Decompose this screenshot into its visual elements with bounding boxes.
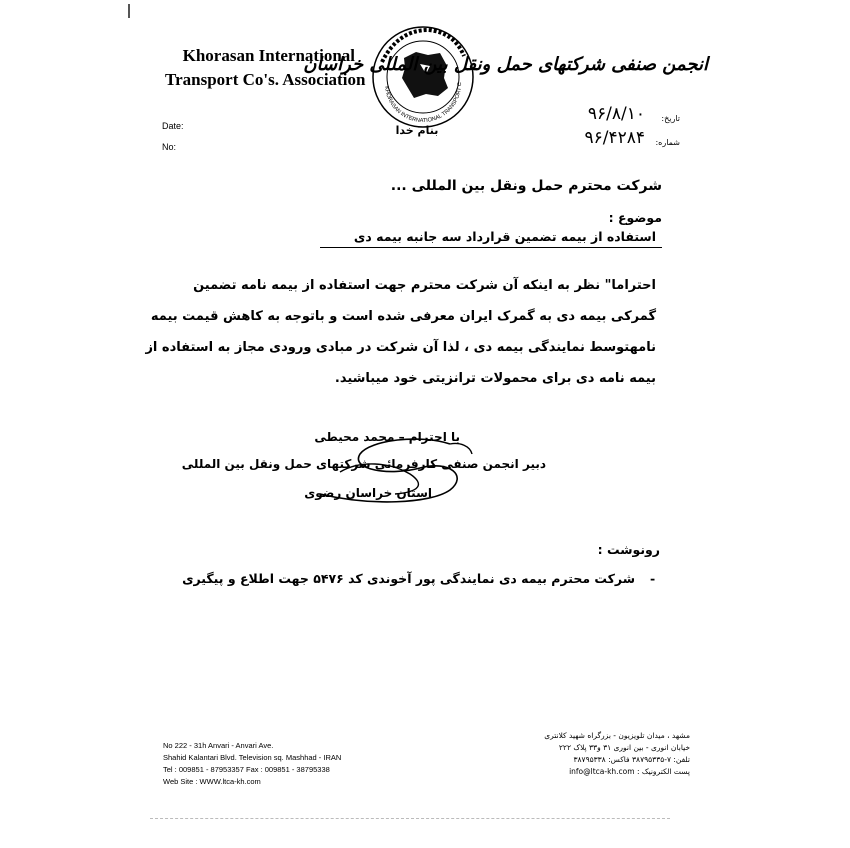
association-logo — [368, 22, 478, 132]
number-label-en: No: — [162, 142, 177, 152]
date-label-en: Date: — [162, 121, 184, 131]
footer-en-line: Tel : 009851 - 87953357 Fax : 009851 - 38795338 — [163, 765, 330, 774]
footer-en-line: No 222 - 31h Anvari - Anvari Ave. — [163, 741, 274, 750]
invocation: بنام خدا — [395, 124, 439, 137]
scan-mark-bottom — [150, 818, 670, 820]
footer-address-fa — [530, 730, 690, 778]
logo-seal-icon — [368, 22, 478, 132]
footer-fa-line: خیابان انوری - بین انوری ۳۱ و۳۳ پلاک ۲۲۲ — [558, 743, 690, 752]
cc-bullet: - — [650, 571, 656, 586]
body-line: گمرکی بیمه دی به گمرک ایران معرفی شده است و باتوجه به کاهش قیمت بیمه — [150, 309, 656, 324]
body-line: نامهتوسط نمایندگی بیمه دی ، لذا آن شرکت در مبادی ورودی مجاز به استفاده از — [145, 340, 656, 355]
footer-en-line: Web Site : WWW.ltca-kh.com — [163, 777, 261, 786]
subject-line — [320, 207, 662, 248]
number-label-fa: شماره: — [655, 138, 680, 147]
org-name-en-line1: Khorasan International — [182, 46, 355, 65]
scan-mark-top — [128, 4, 130, 18]
cc-label: رونوشت : — [597, 542, 660, 557]
body-line: احتراما" نظر به اینکه آن شرکت محترم جهت استفاده از بیمه نامه تضمین — [193, 278, 656, 293]
subject-text: استفاده از بیمه تضمین قرارداد سه جانبه بیمه دی — [353, 229, 656, 244]
body-line: بیمه نامه دی برای محمولات ترانزیتی خود میباشید. — [334, 371, 656, 386]
org-name-fa: انجمن صنفی شرکتهای حمل ونقل بین المللی خراسان — [303, 54, 708, 75]
signature-line1: با احترام – محمد محیطی — [314, 430, 460, 444]
subject-label: موضوع : — [608, 210, 662, 225]
recipient: شرکت محترم حمل ونقل بین المللی ... — [390, 178, 662, 194]
date-value: ۹۶/۸/۱۰ — [587, 104, 645, 124]
signature-line2: دبیر انجمن صنفی کارفرمائی شرکتهای حمل ونقل بین المللی — [181, 457, 546, 471]
date-label-fa: تاریخ: — [661, 114, 680, 123]
footer-fa-line: تلفن: ۷-۳۸۷۹۵۳۳۵ فاکس: ۳۸۷۹۵۳۳۸ — [573, 755, 690, 764]
signature-line3: استان خراسان رضوی — [304, 486, 432, 500]
footer-address-en — [163, 740, 341, 788]
seal-text: KHORASAN INTERNATIONAL TRANSPORT C — [383, 82, 464, 125]
footer-fa-line: مشهد ، میدان تلویزیون - بزرگراه شهید کلانتری — [544, 731, 690, 740]
footer-fa-line: پست الکترونیک : info@ltca-kh.com — [569, 767, 690, 776]
footer-en-line: Shahid Kalantari Blvd. Television sq. Mashhad - IRAN — [163, 753, 342, 762]
number-value: ۹۶/۴۲۸۴ — [584, 128, 645, 148]
letter-body — [145, 270, 656, 394]
handwritten-signature — [300, 432, 480, 512]
signature-scribble-icon — [300, 432, 480, 512]
org-name-en-line2: Transport Co's. Association — [165, 70, 366, 89]
cc-item: شرکت محترم بیمه دی نمایندگی پور آخوندی کد ۵۴۷۶ جهت اطلاع و پیگیری — [182, 571, 635, 586]
